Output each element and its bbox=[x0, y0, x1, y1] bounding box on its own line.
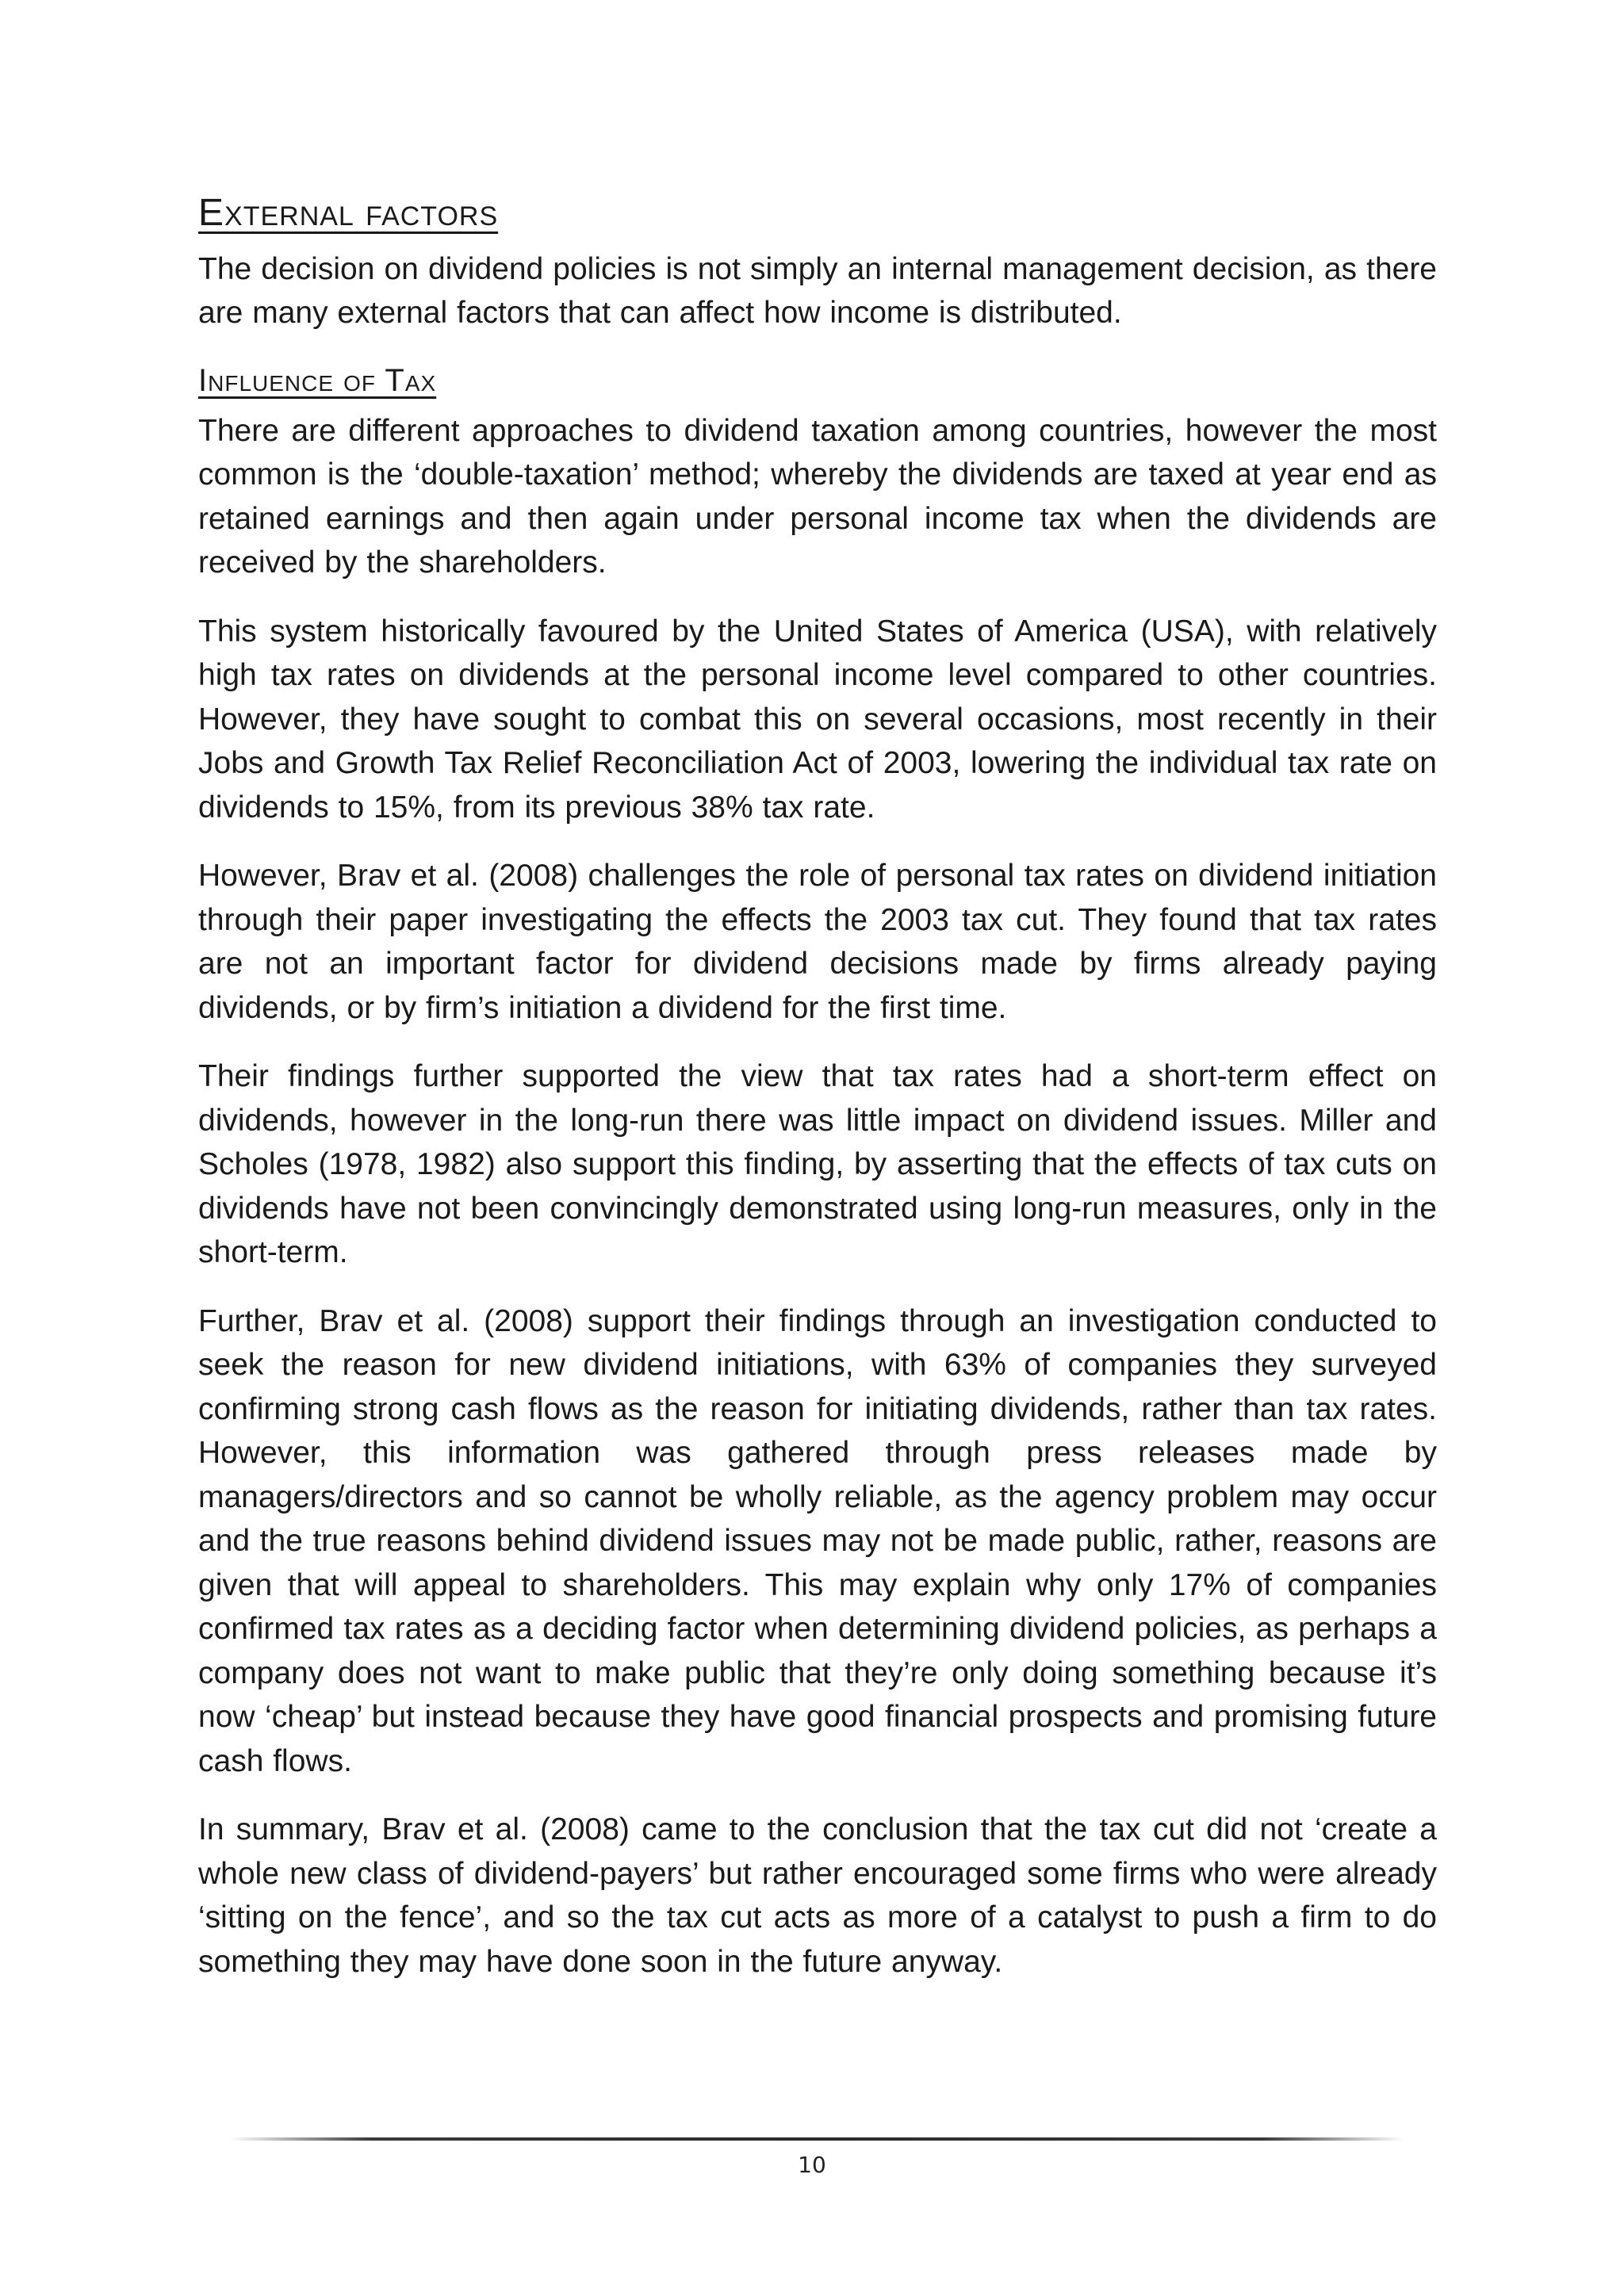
paragraph-summary: In summary, Brav et al. (2008) came to the conclusion that the tax cut did not ‘create a whole new class of dividend-payers’ but rather encouraged some firms who were already ‘sitting on the fence’, and so the tax cut acts as more of a catalyst to push a firm to do something they may have done soon in the future anyway. bbox=[198, 1812, 1437, 1979]
paragraph-short-term-effect: Their findings further supported the view that tax rates had a short-term effect on dividends, however in the long-run there was little impact on dividend issues. Miller and Scholes (1978, 1982) also support this finding, by asserting that the effects of tax cuts on dividends have not been convincingly demonstrated using long-run measures, only in the short-term. bbox=[198, 1059, 1437, 1270]
intro-paragraph: The decision on dividend policies is not simply an internal management decision, as there are many external factors that can affect how income is distributed. bbox=[198, 251, 1437, 331]
document-page bbox=[198, 190, 1437, 2008]
paragraph-usa-system: This system historically favoured by the United States of America (USA), with relatively high tax rates on dividends at the personal income level compared to other countries. However, they have sought to combat this on several occasions, most recently in their Jobs and Growth Tax Relief Reconciliation Act of 2003, lowering the individual tax rate on dividends to 15%, from its previous 38% tax rate. bbox=[198, 614, 1437, 825]
paragraph-brav-challenge: However, Brav et al. (2008) challenges the role of personal tax rates on dividend initiation through their paper investigating the effects the 2003 tax cut. They found that tax rates are not an important factor for dividend decisions made by firms already paying dividends, or by firm’s initiation a dividend for the first time. bbox=[198, 859, 1437, 1025]
section-heading: External factors bbox=[198, 192, 499, 234]
footer-divider bbox=[230, 2137, 1404, 2141]
paragraph-double-taxation: There are different approaches to dividend taxation among countries, however the most common is the ‘double-taxation’ method; whereby the dividends are taxed at year end as retained earnings and then again under personal income tax when the dividends are received by the shareholders. bbox=[198, 413, 1437, 580]
paragraph-investigation: Further, Brav et al. (2008) support their findings through an investigation conducted to seek the reason for new dividend initiations, with 63% of companies they surveyed confirming strong cash flows as the reason for initiating dividends, rather than tax rates. However, this information was gathered through press releases made by managers/directors and so cannot be wholly reliable, as the agency problem may occur and the true reasons behind dividend issues may not be made public, rather, reasons are given that will appeal to shareholders. This may explain why only 17% of companies confirmed tax rates as a deciding factor when determining dividend policies, as perhaps a company does not want to make public that they’re only doing something because it’s now ‘cheap’ but instead because they have good financial prospects and promising future cash flows. bbox=[198, 1303, 1437, 1778]
page-number: 10 bbox=[798, 2152, 826, 2178]
subsection-heading: Influence of Tax bbox=[198, 362, 437, 398]
